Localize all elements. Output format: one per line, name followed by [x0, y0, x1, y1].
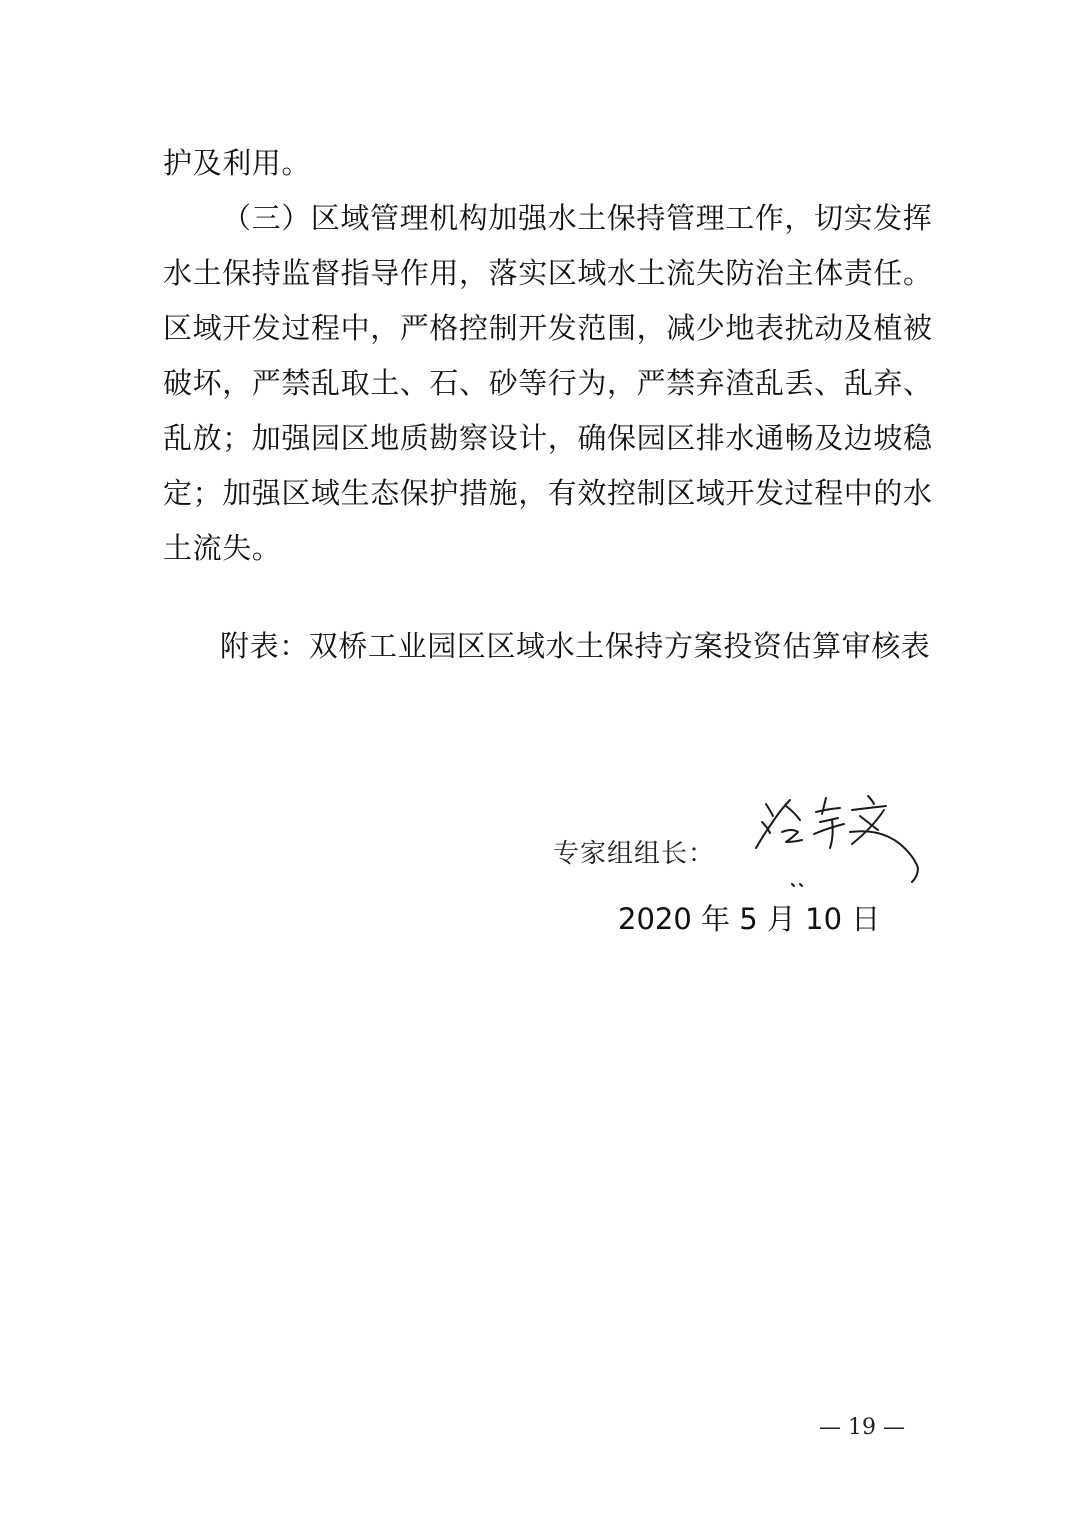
- body-line-5: 破坏，严禁乱取土、石、砂等行为，严禁弃渣乱丢、乱弃、: [163, 366, 933, 400]
- signer-label: 专家组组长：: [553, 839, 716, 869]
- body-line-1: 护及利用。: [163, 146, 312, 180]
- handwritten-signature: [740, 776, 930, 896]
- body-line-3: 水土保持监督指导作用，落实区域水土流失防治主体责任。: [163, 256, 933, 290]
- body-line-6: 乱放；加强园区地质勘察设计，确保园区排水通畅及边坡稳: [163, 421, 933, 455]
- body-line-2: （三）区域管理机构加强水土保持管理工作，切实发挥: [222, 201, 933, 235]
- body-line-7: 定；加强区域生态保护措施，有效控制区域开发过程中的水: [163, 476, 933, 510]
- page-number: — 19 —: [819, 1415, 905, 1440]
- attachment-note: 附表：双桥工业园区区域水土保持方案投资估算审核表: [220, 629, 931, 663]
- signature-date: 2020 年 5 月 10 日: [618, 902, 881, 936]
- body-line-8: 土流失。: [163, 531, 282, 565]
- body-line-4: 区域开发过程中，严格控制开发范围，减少地表扰动及植被: [163, 311, 933, 345]
